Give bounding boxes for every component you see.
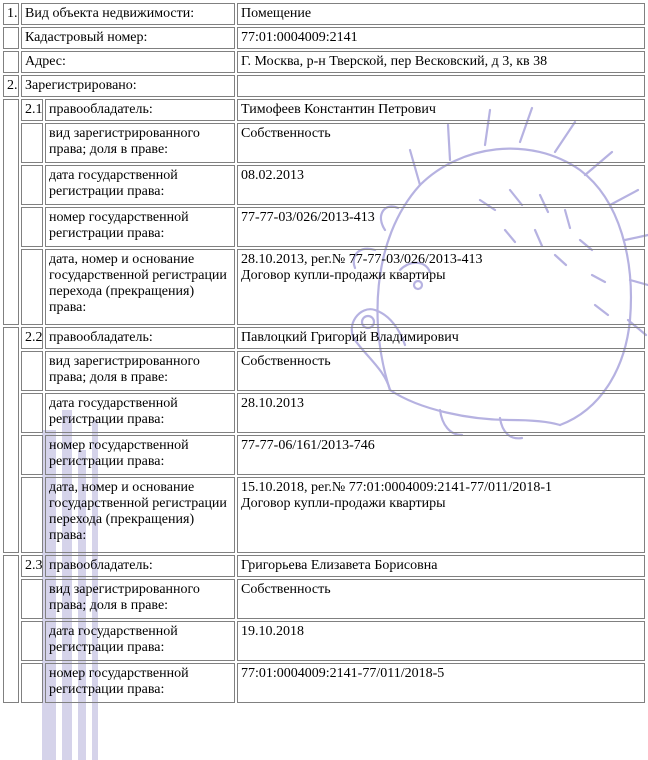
right-type-label: вид зарегистрированного права; доля в праве: [45, 351, 235, 391]
right-type-row [3, 351, 645, 391]
owner-number: 2.3 [21, 555, 43, 577]
reg-date-value: 28.10.2013 [237, 393, 645, 433]
section-number: 1. [3, 3, 19, 25]
cadastral-value: 77:01:0004009:2141 [237, 27, 645, 49]
reg-date-row [3, 165, 645, 205]
empty-cell [3, 555, 19, 703]
reg-date-row [3, 393, 645, 433]
owner-row [3, 99, 645, 121]
owner-label: правообладатель: [45, 327, 235, 349]
reg-number-value: 77-77-03/026/2013-413 [237, 207, 645, 247]
reg-number-label: номер государственной регистрации права: [45, 663, 235, 703]
empty-cell [3, 27, 19, 49]
object-type-label: Вид объекта недвижимости: [21, 3, 235, 25]
right-type-label: вид зарегистрированного права; доля в праве: [45, 123, 235, 163]
reg-number-row [3, 435, 645, 475]
section-number: 2. [3, 75, 19, 97]
right-type-value: Собственность [237, 579, 645, 619]
empty-cell [3, 327, 19, 553]
row-registered [3, 75, 645, 97]
empty-cell [21, 123, 43, 163]
reg-date-label: дата государственной регистрации права: [45, 393, 235, 433]
egrn-table [1, 1, 647, 705]
empty-cell [21, 477, 43, 553]
transfer-row [3, 249, 645, 325]
owner-row [3, 555, 645, 577]
empty-cell [237, 75, 645, 97]
reg-number-label: номер государственной регистрации права: [45, 207, 235, 247]
empty-cell [21, 579, 43, 619]
transfer-basis: Договор купли-продажи квартиры [241, 268, 446, 283]
empty-cell [21, 165, 43, 205]
transfer-date-number: 28.10.2013, рег.№ 77-77-03/026/2013-413 [241, 252, 483, 267]
row-object-type [3, 3, 645, 25]
row-cadastral [3, 27, 645, 49]
reg-number-value: 77:01:0004009:2141-77/011/2018-5 [237, 663, 645, 703]
empty-cell [21, 207, 43, 247]
transfer-label: дата, номер и основание государственной регистрации перехода (прекращения) права: [45, 249, 235, 325]
reg-date-value: 08.02.2013 [237, 165, 645, 205]
registered-label: Зарегистрировано: [21, 75, 235, 97]
transfer-date-number: 15.10.2018, рег.№ 77:01:0004009:2141-77/011/2018-1 [241, 480, 553, 495]
reg-number-row [3, 207, 645, 247]
owner-name: Павлоцкий Григорий Владимирович [237, 327, 645, 349]
transfer-row [3, 477, 645, 553]
right-type-row [3, 123, 645, 163]
owner-row [3, 327, 645, 349]
owner-number: 2.1 [21, 99, 43, 121]
owner-name: Тимофеев Константин Петрович [237, 99, 645, 121]
transfer-label: дата, номер и основание государственной регистрации перехода (прекращения) права: [45, 477, 235, 553]
reg-date-value: 19.10.2018 [237, 621, 645, 661]
owner-name: Григорьева Елизавета Борисовна [237, 555, 645, 577]
reg-number-label: номер государственной регистрации права: [45, 435, 235, 475]
right-type-row [3, 579, 645, 619]
cadastral-label: Кадастровый номер: [21, 27, 235, 49]
transfer-value [237, 477, 645, 553]
empty-cell [3, 51, 19, 73]
transfer-value [237, 249, 645, 325]
owner-label: правообладатель: [45, 555, 235, 577]
owner-number: 2.2 [21, 327, 43, 349]
reg-number-value: 77-77-06/161/2013-746 [237, 435, 645, 475]
reg-date-label: дата государственной регистрации права: [45, 621, 235, 661]
empty-cell [21, 393, 43, 433]
empty-cell [21, 435, 43, 475]
reg-number-row [3, 663, 645, 703]
empty-cell [21, 351, 43, 391]
transfer-basis: Договор купли-продажи квартиры [241, 496, 446, 511]
object-type-value: Помещение [237, 3, 645, 25]
address-value: Г. Москва, р-н Тверской, пер Весковский, д 3, кв 38 [237, 51, 645, 73]
empty-cell [3, 99, 19, 325]
empty-cell [21, 249, 43, 325]
empty-cell [21, 621, 43, 661]
reg-date-row [3, 621, 645, 661]
right-type-value: Собственность [237, 351, 645, 391]
empty-cell [21, 663, 43, 703]
reg-date-label: дата государственной регистрации права: [45, 165, 235, 205]
owner-label: правообладатель: [45, 99, 235, 121]
address-label: Адрес: [21, 51, 235, 73]
right-type-value: Собственность [237, 123, 645, 163]
right-type-label: вид зарегистрированного права; доля в праве: [45, 579, 235, 619]
row-address [3, 51, 645, 73]
